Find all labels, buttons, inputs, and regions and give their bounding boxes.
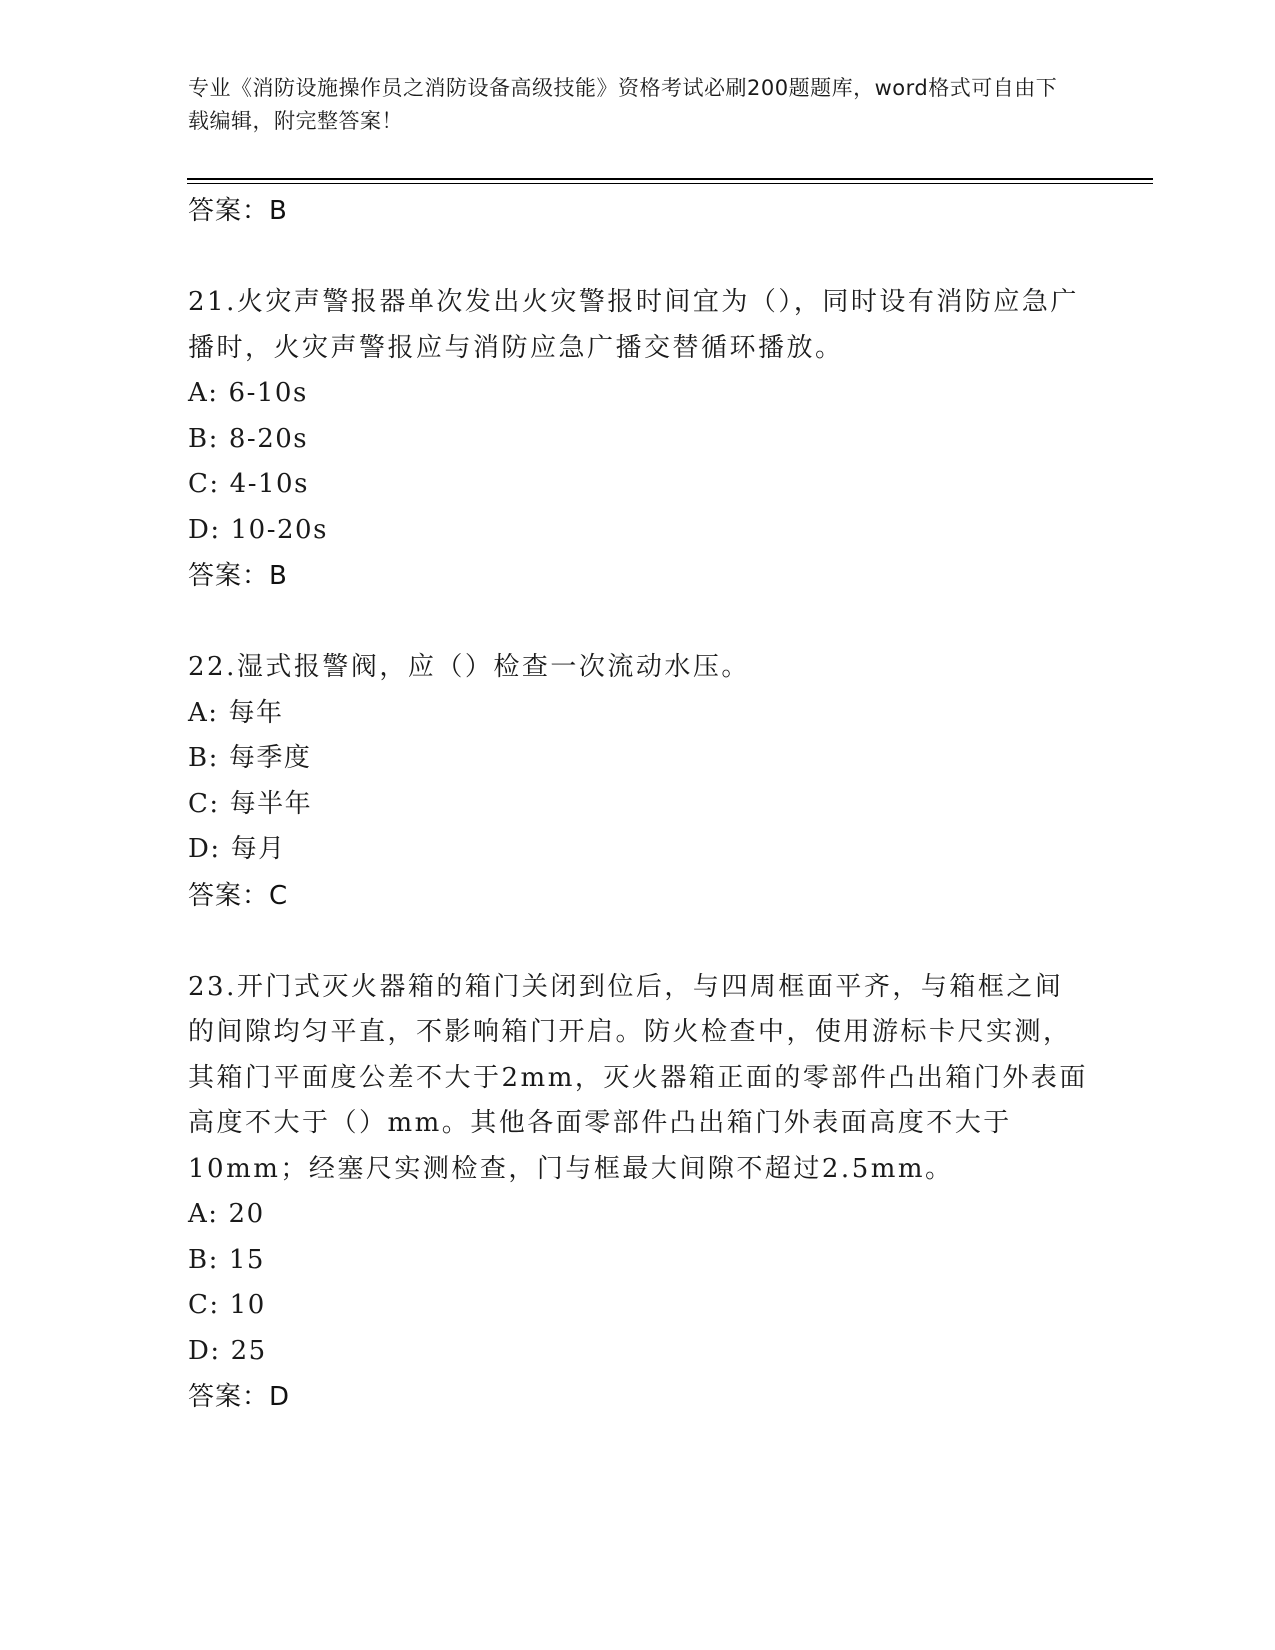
option-text: 每季度 (228, 743, 312, 773)
spacer (188, 599, 1088, 645)
option-key: C: (188, 788, 220, 819)
option-a (188, 371, 1088, 417)
answer-value: D (269, 1382, 290, 1412)
option-b (188, 736, 1088, 782)
question-answer (188, 873, 1088, 919)
question-list (188, 188, 1088, 1420)
document-header: 专业《消防设施操作员之消防设备高级技能》资格考试必刷200题题库，word格式可自由下载编辑，附完整答案！ (188, 76, 1058, 133)
header-divider-thin (187, 183, 1153, 184)
option-key: A: (188, 697, 219, 728)
option-text: 25 (230, 1335, 267, 1366)
answer-value: B (269, 196, 287, 226)
option-text: 10 (229, 1290, 266, 1320)
previous-answer (188, 188, 1088, 234)
answer-label: 答案： (188, 880, 270, 911)
answer-label: 答案： (188, 196, 270, 226)
option-text: 6-10s (228, 378, 308, 408)
answer-label: 答案： (188, 1382, 270, 1412)
spacer (188, 919, 1088, 965)
option-text: 每月 (230, 834, 286, 864)
question-stem: 21.火灾声警报器单次发出火灾警报时间宜为（），同时设有消防应急广播时，火灾声警报应与消防应急广播交替循环播放。 (188, 287, 1079, 363)
question-answer (188, 1374, 1088, 1420)
option-d (188, 508, 1088, 554)
option-d (188, 1329, 1088, 1375)
option-key: A: (188, 378, 219, 408)
option-b (188, 1238, 1088, 1284)
option-key: B: (188, 743, 219, 773)
question-stem: 23.开门式灭火器箱的箱门关闭到位后，与四周框面平齐，与箱框之间的间隙均匀平直，不影响箱门开启。防火检查中，使用游标卡尺实测，其箱门平面度公差不大于2mm，灭火器箱正面的零部件凸出箱门外表面高度不大于（）mm。其他各面零部件凸出箱门外表面高度不大于10mm；经塞尺实测检查，门与框最大间隙不超过2.5mm。 (188, 971, 1088, 1184)
option-text: 每半年 (229, 788, 313, 819)
option-key: C: (188, 469, 220, 499)
answer-value: B (269, 561, 287, 591)
option-text: 10-20s (230, 514, 328, 545)
answer-label: 答案： (188, 561, 270, 591)
option-key: D: (188, 834, 221, 864)
spacer (188, 234, 1088, 280)
question-stem: 22.湿式报警阀，应（）检查一次流动水压。 (188, 652, 750, 682)
option-key: B: (188, 1244, 219, 1275)
option-text: 每年 (228, 697, 284, 728)
question-22 (188, 645, 1088, 919)
option-text: 8-20s (228, 423, 309, 454)
option-a (188, 691, 1088, 737)
option-b (188, 417, 1088, 463)
option-key: D: (188, 514, 221, 545)
option-text: 20 (228, 1199, 265, 1229)
option-text: 4-10s (229, 469, 309, 499)
option-a (188, 1192, 1088, 1238)
option-key: A: (188, 1199, 219, 1229)
option-key: D: (188, 1335, 221, 1366)
question-23 (188, 965, 1088, 1421)
option-c (188, 1283, 1088, 1329)
option-text: 15 (228, 1244, 265, 1275)
header-divider (187, 178, 1153, 180)
option-c (188, 462, 1088, 508)
option-key: B: (188, 423, 219, 454)
answer-value: C (269, 880, 288, 911)
question-21 (188, 280, 1088, 599)
option-c (188, 782, 1088, 828)
question-answer (188, 553, 1088, 599)
option-key: C: (188, 1290, 220, 1320)
option-d (188, 827, 1088, 873)
